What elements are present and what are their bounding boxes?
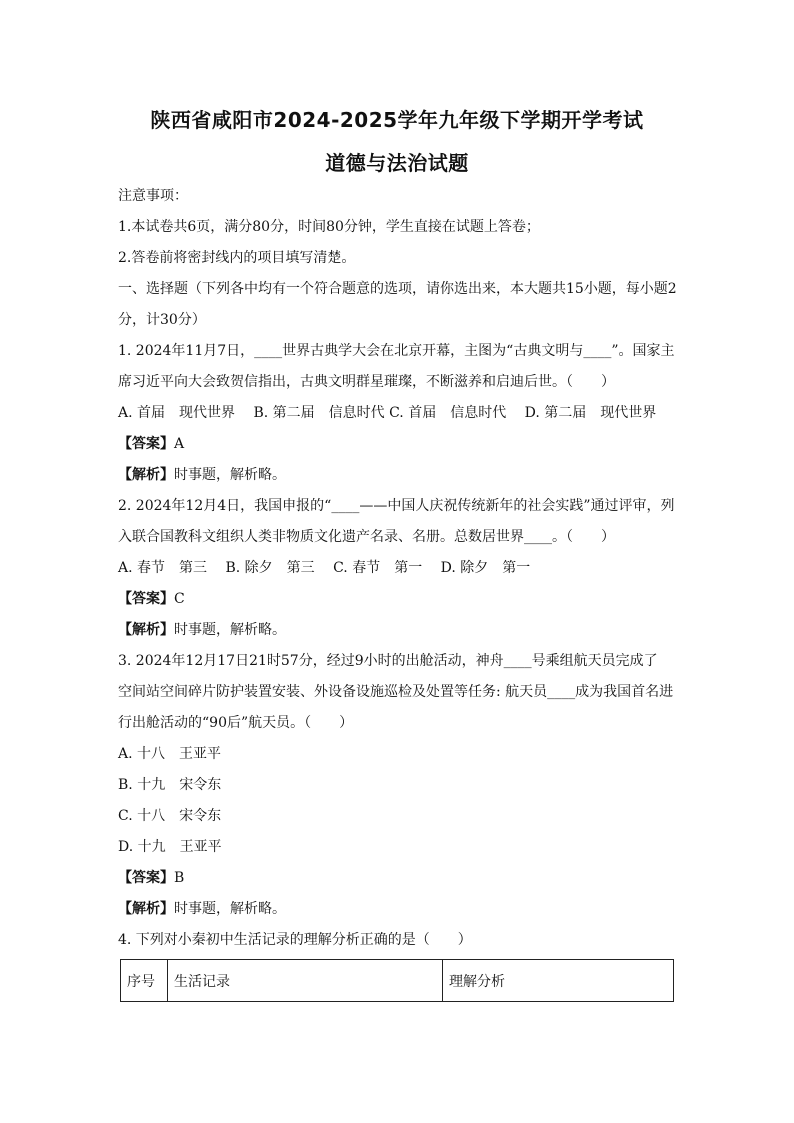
exam-title: 陕西省咸阳市2024-2025学年九年级下学期开学考试 [150, 108, 644, 132]
answer-value: A [174, 436, 185, 452]
notice-heading: 注意事项： [118, 188, 188, 204]
question-3-line-1: 3. 2024年12月17日21时57分，经过9小时的出舱活动，神舟____号乘组航天员完成了 [118, 653, 658, 669]
table-header-analysis: 理解分析 [443, 960, 674, 1002]
question-1-line-1: 1. 2024年11月7日，____世界古典学大会在北京开幕，主图为“古典文明与____”。国家主 [118, 343, 675, 359]
section-heading: 一、选择题（下列各中均有一个符合题意的选项，请你选出来，本大题共15小题，每小题2 [118, 281, 677, 297]
question-3-option-a: A. 十八 王亚平 [118, 746, 222, 762]
section-heading-cont: 分，计30分） [118, 312, 206, 328]
analysis-tag: 【解析】 [118, 622, 174, 638]
table-header-record: 生活记录 [168, 960, 443, 1002]
question-4-table [120, 959, 674, 1002]
analysis-text: 时事题，解析略。 [174, 622, 286, 638]
question-2-options: A. 春节 第三 B. 除夕 第三 C. 春节 第一 D. 除夕 第一 [118, 560, 531, 576]
question-2-analysis [118, 620, 678, 640]
notice-item-2: 2.答卷前将密封线内的项目填写清楚。 [118, 250, 356, 266]
question-2-line-2: 入联合国教科文组织人类非物质文化遗产名录、名册。总数居世界____。（ ） [118, 529, 615, 545]
question-2-answer [118, 589, 678, 609]
question-1-analysis [118, 465, 678, 485]
question-3-line-2: 空间站空间碎片防护装置安装、外设备设施巡检及处置等任务: 航天员____成为我国首名进 [118, 684, 674, 700]
analysis-text: 时事题，解析略。 [174, 467, 286, 483]
answer-value: C [174, 591, 185, 607]
table-header-index: 序号 [121, 960, 168, 1002]
question-3-analysis [118, 899, 678, 919]
question-3-answer [118, 868, 678, 888]
answer-value: B [174, 870, 185, 886]
question-1-line-2: 席习近平向大会致贺信指出，古典文明群星璀璨，不断滋养和启迪后世。（ ） [118, 374, 615, 390]
question-1-options: A. 首届 现代世界 B. 第二届 信息时代 C. 首届 信息时代 D. 第二届 现代世界 [118, 405, 657, 421]
answer-tag: 【答案】 [118, 870, 174, 886]
question-3-option-c: C. 十八 宋令东 [118, 808, 222, 824]
question-2-line-1: 2. 2024年12月4日，我国申报的“____——中国人庆祝传统新年的社会实践”通过评审，列 [118, 498, 675, 514]
question-3-option-b: B. 十九 宋令东 [118, 777, 222, 793]
question-3-line-3: 行出舱活动的“90后”航天员。（ ） [118, 715, 354, 731]
question-3-option-d: D. 十九 王亚平 [118, 839, 222, 855]
question-4-line-1: 4. 下列对小秦初中生活记录的理解分析正确的是（ ） [118, 932, 472, 948]
answer-tag: 【答案】 [118, 436, 174, 452]
table-header-row [121, 960, 674, 1002]
analysis-tag: 【解析】 [118, 467, 174, 483]
answer-tag: 【答案】 [118, 591, 174, 607]
analysis-tag: 【解析】 [118, 901, 174, 917]
notice-item-1: 1.本试卷共6页，满分80分，时间80分钟，学生直接在试题上答卷； [118, 219, 540, 235]
question-1-answer [118, 434, 678, 454]
exam-subject-title: 道德与法治试题 [325, 151, 469, 175]
analysis-text: 时事题，解析略。 [174, 901, 286, 917]
